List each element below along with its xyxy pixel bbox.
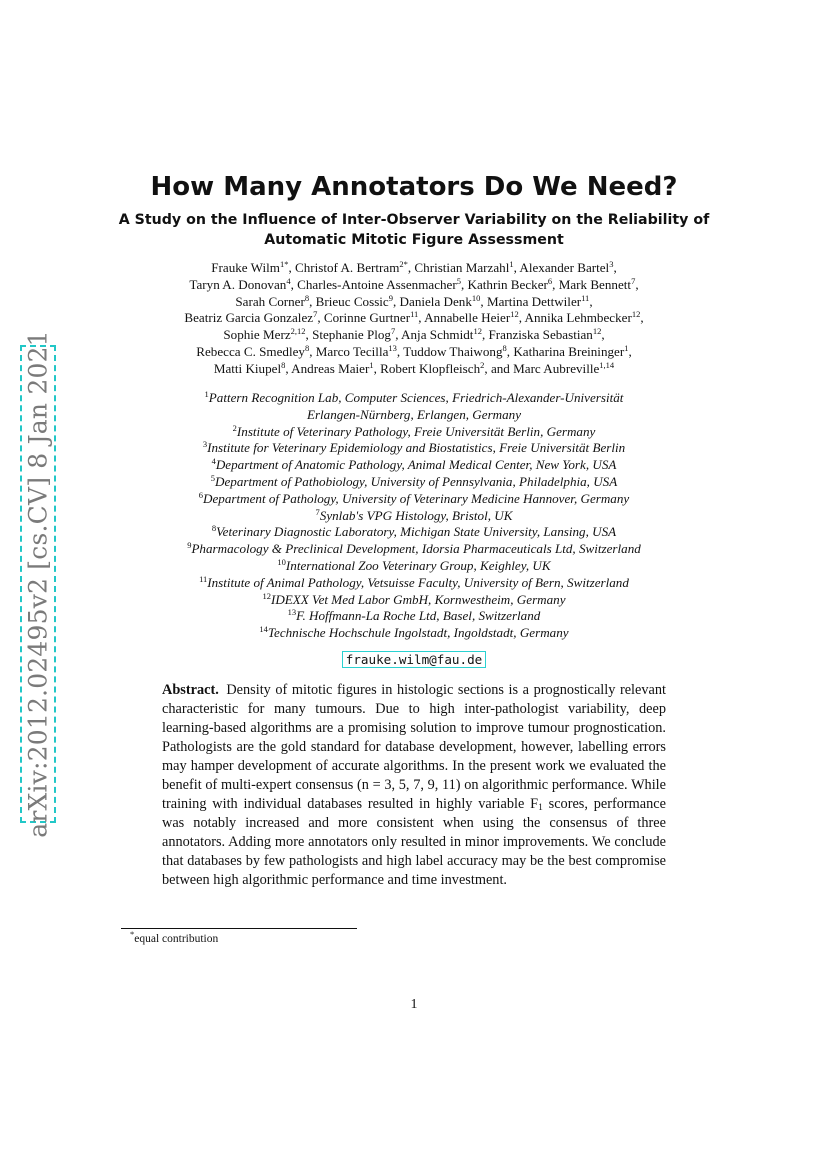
author-affiliation-mark: 2* xyxy=(399,259,408,269)
author-affiliation-mark: 12 xyxy=(510,309,519,320)
author-name: Sophie Merz xyxy=(223,327,291,343)
contact-email-link[interactable]: frauke.wilm@fau.de xyxy=(342,651,486,668)
affiliation-text: Department of Pathobiology, University of Pennsylvania, Philadelphia, USA xyxy=(215,473,618,489)
author-affiliation-mark: 1 xyxy=(509,259,514,269)
affiliation-text: Synlab's VPG Histology, Bristol, UK xyxy=(319,507,513,523)
author-affiliation-mark: 4 xyxy=(286,275,291,286)
author-name: , Robert Klopfleisch xyxy=(373,360,481,376)
affiliation-line xyxy=(120,474,708,491)
affiliation-number: 13 xyxy=(287,607,297,618)
author-name: , Charles-Antoine Assenmacher xyxy=(290,276,457,292)
affiliation-line xyxy=(120,524,708,541)
author-name: , xyxy=(589,293,593,309)
affiliation-number: 1 xyxy=(204,389,209,399)
affiliation-line xyxy=(120,575,708,592)
affiliation-number: 11 xyxy=(199,573,208,584)
affiliation-line xyxy=(120,625,708,642)
author-name: , Andreas Maier xyxy=(285,360,370,376)
author-affiliation-mark: 10 xyxy=(471,292,481,303)
arxiv-identifier-text: arXiv:2012.02495v2 [cs.CV] 8 Jan 2021 xyxy=(23,330,53,838)
affiliation-line xyxy=(120,541,708,558)
affiliation-line xyxy=(120,457,708,474)
author-affiliation-mark: 1* xyxy=(279,259,289,269)
footnote xyxy=(130,929,219,945)
affiliation-text: Institute of Animal Pathology, Vetsuisse Faculty, University of Bern, Switzerland xyxy=(207,574,629,590)
affiliation-number: 7 xyxy=(315,506,320,517)
affiliation-text: International Zoo Veterinary Group, Keighley, UK xyxy=(285,557,551,573)
paper-subtitle xyxy=(110,210,718,250)
author-list xyxy=(130,260,698,378)
author-affiliation-mark: 5 xyxy=(456,275,461,286)
abstract-text: Density of mitotic figures in histologic sections is a prognostically relevant characteristic for many tumours. Due to high inter-pathologist variability, deep learning-based algorithms are a promising solution to improve tumour prognostication. Pathologists are the gold standard for database development, however, labelling errors may hamper development of accurate algorithms. In the present work we evaluated the benefit of multi-expert consensus (n = 3, 5, 7, 9, 11) on algorithmic performance. While training with individual databases resulted in highly variable F xyxy=(162,682,666,812)
author-affiliation-mark: 8 xyxy=(502,342,507,353)
author-affiliation-mark: 1 xyxy=(624,342,629,353)
abstract xyxy=(162,681,666,890)
affiliation-list xyxy=(120,390,708,642)
author-affiliation-mark: 2,12 xyxy=(290,326,306,337)
author-name: , Alexander Bartel xyxy=(513,260,610,275)
author-affiliation-mark: 13 xyxy=(388,342,397,353)
affiliation-text: Institute of Veterinary Pathology, Freie Universität Berlin, Germany xyxy=(236,423,596,439)
affiliation-text: F. Hoffmann-La Roche Ltd, Basel, Switzerland xyxy=(296,608,541,624)
author-name: , Mark Bennett xyxy=(552,276,632,292)
author-name: , xyxy=(635,276,639,292)
author-name: , Marco Tecilla xyxy=(309,343,389,359)
author-line xyxy=(130,344,698,361)
author-name: , Martina Dettwiler xyxy=(480,293,582,309)
author-affiliation-mark: 3 xyxy=(609,259,614,269)
paper-title: How Many Annotators Do We Need? xyxy=(150,172,678,202)
author-name: , Annika Lehmbecker xyxy=(518,310,632,326)
author-affiliation-mark: 7 xyxy=(313,309,318,320)
author-line xyxy=(130,361,698,378)
author-name: , Christof A. Bertram xyxy=(288,260,400,275)
author-name: Taryn A. Donovan xyxy=(189,276,287,292)
author-name: , Stephanie Plog xyxy=(305,327,391,343)
footnote-rule xyxy=(121,928,357,929)
subtitle-line: A Study on the Influence of Inter-Observer Variability on the Reliability of xyxy=(118,212,710,228)
author-name: Beatriz Garcia Gonzalez xyxy=(184,310,314,326)
author-name: , Brieuc Cossic xyxy=(309,293,389,309)
author-name: , xyxy=(613,260,617,275)
author-name: Frauke Wilm xyxy=(211,260,280,275)
author-name: Sarah Corner xyxy=(235,293,305,309)
author-affiliation-mark: 12 xyxy=(473,326,482,337)
affiliation-number: 14 xyxy=(259,624,268,635)
author-line xyxy=(130,294,698,311)
contact-email-block xyxy=(0,651,828,669)
affiliation-number: 3 xyxy=(202,439,208,450)
affiliation-number: 6 xyxy=(198,489,204,500)
affiliation-line xyxy=(120,508,708,525)
author-name: , Anja Schmidt xyxy=(395,327,474,343)
abstract-subscript: 1 xyxy=(538,803,543,813)
author-name: , and Marc Aubreville xyxy=(484,360,600,376)
affiliation-number: 12 xyxy=(262,590,271,601)
affiliation-line xyxy=(120,407,708,424)
affiliation-text: Pattern Recognition Lab, Computer Sciences, Friedrich-Alexander-Universität xyxy=(208,390,624,405)
affiliation-line xyxy=(120,558,708,575)
author-affiliation-mark: 9 xyxy=(388,292,393,303)
affiliation-number: 2 xyxy=(232,422,237,433)
author-name: , Katharina Breininger xyxy=(506,343,625,359)
affiliation-text: Veterinary Diagnostic Laboratory, Michigan State University, Lansing, USA xyxy=(216,524,617,540)
author-line xyxy=(130,260,698,277)
affiliation-line xyxy=(120,424,708,441)
author-name: , xyxy=(640,310,644,326)
subtitle-line: Automatic Mitotic Figure Assessment xyxy=(264,232,564,248)
affiliation-number: 4 xyxy=(211,456,216,467)
author-name: , xyxy=(628,343,632,359)
author-affiliation-mark: 6 xyxy=(547,275,553,286)
author-line xyxy=(130,327,698,344)
author-affiliation-mark: 1 xyxy=(369,359,374,370)
author-name: , Tuddow Thaiwong xyxy=(396,343,503,359)
author-name: Matti Kiupel xyxy=(213,360,282,376)
affiliation-text: Department of Pathology, University of Veterinary Medicine Hannover, Germany xyxy=(203,490,630,506)
footnote-mark: * xyxy=(130,929,135,939)
author-affiliation-mark: 11 xyxy=(581,292,590,303)
affiliation-line xyxy=(120,440,708,457)
affiliation-text: Pharmacology & Preclinical Development, Idorsia Pharmaceuticals Ltd, Switzerland xyxy=(191,541,641,557)
affiliation-line xyxy=(120,491,708,508)
affiliation-text: Technische Hochschule Ingolstadt, Ingoldstadt, Germany xyxy=(267,625,569,641)
affiliation-text: IDEXX Vet Med Labor GmbH, Kornwestheim, Germany xyxy=(270,591,566,607)
author-affiliation-mark: 8 xyxy=(281,359,286,370)
affiliation-text: Institute for Veterinary Epidemiology and Biostatistics, Freie Universität Berlin xyxy=(207,440,626,456)
author-affiliation-mark: 12 xyxy=(631,309,641,320)
affiliation-line xyxy=(120,592,708,609)
author-name: , Corinne Gurtner xyxy=(317,310,411,326)
author-affiliation-mark: 1,14 xyxy=(599,359,615,370)
author-name: , Kathrin Becker xyxy=(460,276,548,292)
abstract-text-continued: scores, performance was notably increased and more consistent when using the consensus of three annotators. Adding more annotators only resulted in minor improvements. We conclude that databases by few pathologists and high label accuracy may be the best compromise between high algorithmic performance and time investment. xyxy=(162,796,666,888)
affiliation-text: Department of Anatomic Pathology, Animal Medical Center, New York, USA xyxy=(215,457,617,473)
author-name: Rebecca C. Smedley xyxy=(196,343,305,359)
author-name: , Annabelle Heier xyxy=(418,310,511,326)
author-affiliation-mark: 2 xyxy=(480,359,485,370)
affiliation-number: 9 xyxy=(187,540,192,551)
author-name: , Daniela Denk xyxy=(393,293,472,309)
author-affiliation-mark: 11 xyxy=(410,309,419,320)
author-affiliation-mark: 8 xyxy=(304,342,310,353)
affiliation-number: 5 xyxy=(210,472,216,483)
author-name: , xyxy=(601,327,605,343)
arxiv-identifier-stamp[interactable] xyxy=(20,330,56,838)
affiliation-line xyxy=(120,390,708,407)
author-line xyxy=(130,310,698,327)
author-name: , Franziska Sebastian xyxy=(481,327,593,343)
author-affiliation-mark: 7 xyxy=(390,326,396,337)
author-affiliation-mark: 7 xyxy=(631,275,636,286)
affiliation-line xyxy=(120,608,708,625)
footnote-text: equal contribution xyxy=(134,933,219,945)
author-affiliation-mark: 8 xyxy=(304,292,310,303)
affiliation-number: 10 xyxy=(277,556,286,567)
affiliation-number: 8 xyxy=(211,523,217,534)
author-name: , Christian Marzahl xyxy=(407,260,510,275)
abstract-label: Abstract. xyxy=(162,682,219,698)
page-number: 1 xyxy=(410,997,418,1012)
affiliation-text: Erlangen-Nürnberg, Erlangen, Germany xyxy=(306,406,522,422)
author-affiliation-mark: 12 xyxy=(592,326,602,337)
author-line xyxy=(130,277,698,294)
